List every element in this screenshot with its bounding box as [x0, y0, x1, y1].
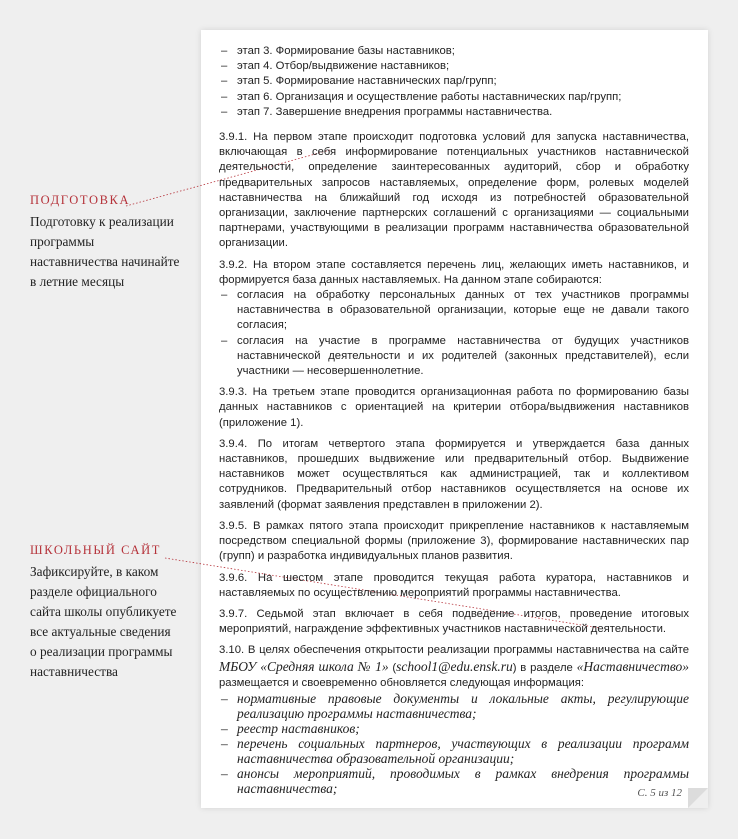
margin-note-text: Подготовку к реализации программы наставничества начинайте в летние месяцы: [30, 214, 180, 289]
stages-list: [219, 44, 689, 120]
paragraph-3-10-lead: 3.10. В целях обеспечения открытости реализации программы наставничества на сайте: [219, 644, 689, 657]
list-item: – анонсы мероприятий, проводимых в рамках внедрения программы наставничества;: [219, 766, 689, 796]
paragraph-3-9-7: 3.9.7. Седьмой этап включает в себя подведение итогов, проведение итоговых мероприятий, награждение эффективных участников наставнической деятельности.: [219, 607, 689, 636]
school-name: МБОУ «Средняя школа № 1»: [219, 658, 389, 674]
margin-note-preparation: [30, 193, 180, 292]
punctuation: (: [388, 661, 397, 674]
paragraph-3-9-6: 3.9.6. На шестом этапе проводится текущая работа куратора, наставников и наставляемых по осуществлению мероприятий программы наставничества.: [219, 571, 689, 599]
section-name: «Наставничество»: [576, 658, 689, 674]
list-item: – реестр наставников;: [219, 721, 689, 736]
margin-note-heading: ПОДГОТОВКА: [30, 193, 131, 207]
paragraph-3-9-4: 3.9.4. По итогам четвертого этапа формируется и утверждается база данных наставников, прошедших выдвижение или предварительный отбор. Выдвижение наставников может осуществляться как администрацией, так и коллективом сотрудников. Предварительный отбор наставников осуществляется на основе их заявлений (формат заявления представлен в приложении 2).: [219, 437, 689, 511]
document-body: [219, 44, 689, 802]
list-item: – нормативные правовые документы и локальные акты, регулирующие реализацию программы наставничества;: [219, 691, 689, 721]
list-item: – этап 7. Завершение внедрения программы наставничества.: [219, 105, 689, 120]
published-info-list: [219, 691, 689, 796]
paragraph-3-10: [219, 643, 689, 691]
list-item: – согласия на обработку персональных данных от тех участников программы наставничества в образовательной организации, которые еще не давали такого согласия;: [219, 288, 689, 334]
page-number: С. 5 из 12: [637, 787, 682, 799]
margin-note-school-site: [30, 543, 180, 682]
margin-note-text: Зафиксируйте, в каком разделе официального сайта школы опубликуете все актуальные сведения о реализации программы наставничества: [30, 564, 177, 679]
list-item: – согласия на участие в программе наставничества от будущих участников наставнической деятельности и их родителей (законных представителей), если участники — несовершеннолетние.: [219, 334, 689, 380]
list-item: – этап 5. Формирование наставнических пар/групп;: [219, 74, 689, 89]
paragraph-3-9-2: 3.9.2. На втором этапе составляется перечень лиц, желающих иметь наставников, и формируется база данных наставляемых. На данном этапе собираются:: [219, 258, 689, 286]
margin-note-heading: ШКОЛЬНЫЙ САЙТ: [30, 543, 161, 557]
list-item: – перечень социальных партнеров, участвующих в реализации программ наставничества образовательной организации;: [219, 736, 689, 766]
page-fold-corner: [688, 788, 708, 808]
paragraph-3-10-tail: размещается и своевременно обновляется следующая информация:: [219, 676, 585, 689]
list-item: – этап 3. Формирование базы наставников;: [219, 44, 689, 59]
list-item: – этап 6. Организация и осуществление работы наставнических пар/групп;: [219, 90, 689, 105]
paragraph-3-9-3: 3.9.3. На третьем этапе проводится организационная работа по формированию базы данных наставников с ориентацией на критерии отбора/выдвижения наставников (приложение 1).: [219, 386, 689, 429]
punctuation: ) в разделе: [512, 661, 577, 674]
list-item: – этап 4. Отбор/выдвижение наставников;: [219, 59, 689, 74]
school-site-link: school1@edu.ensk.ru: [396, 658, 513, 674]
paragraph-3-9-5: 3.9.5. В рамках пятого этапа происходит прикрепление наставников к наставляемым посредством специальной формы (приложение 3), формирование наставнических пар (групп) и разработка индивидуальных планов развития.: [219, 519, 689, 563]
paragraph-3-9-1: 3.9.1. На первом этапе происходит подготовка условий для запуска наставничества, включающая в себя информирование потенциальных участников наставнической деятельности, определение заинтересованных аудиторий, сбор и обработку предварительных запросов наставляемых, определение форм, ролевых моделей наставничества на ближайший год исходя из потребностей образовательной организации, заключение партнерских соглашений с организациями — социальными партнерами, участвующими в реализации программ наставничества образовательной организации.: [219, 131, 689, 250]
consent-list: [219, 288, 689, 379]
